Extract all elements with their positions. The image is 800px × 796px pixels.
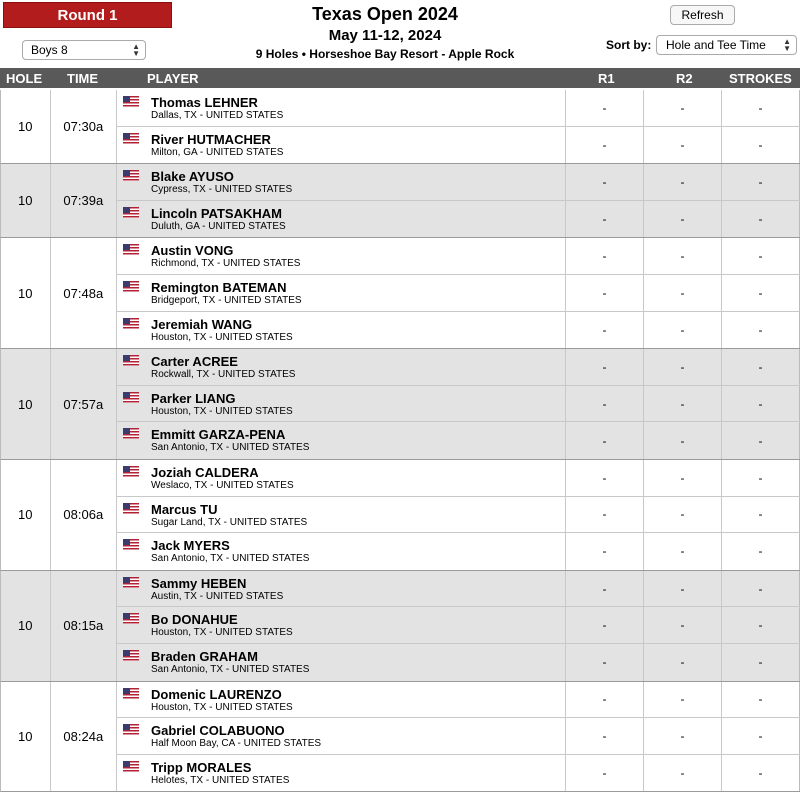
event-dates: May 11-12, 2024 (328, 27, 442, 44)
score-strokes: - (722, 127, 800, 164)
us-flag-icon (123, 170, 139, 181)
select-arrows-icon: ▲ ▼ (783, 37, 791, 53)
player-name[interactable]: Jeremiah WANG (151, 316, 253, 332)
score-r2: - (644, 201, 722, 238)
player-name[interactable]: Joziah CALDERA (151, 464, 259, 480)
player-location: San Antonio, TX - UNITED STATES (151, 663, 310, 675)
group-hole: 10 (1, 238, 51, 348)
group-hole: 10 (1, 460, 51, 570)
player-row[interactable] (117, 644, 800, 681)
player-location: Houston, TX - UNITED STATES (151, 627, 293, 639)
score-r1: - (566, 644, 644, 681)
score-r1: - (566, 201, 644, 238)
score-r2: - (644, 386, 722, 422)
player-name[interactable]: Sammy HEBEN (151, 575, 247, 591)
score-r1: - (566, 607, 644, 643)
sort-label: Sort by: (606, 38, 652, 52)
score-strokes: - (722, 755, 800, 792)
score-r2: - (644, 164, 722, 200)
player-row[interactable] (117, 275, 800, 312)
sort-selected-value: Hole and Tee Time (666, 38, 766, 52)
score-r2: - (644, 533, 722, 570)
player-location: Sugar Land, TX - UNITED STATES (151, 516, 308, 528)
score-r2: - (644, 127, 722, 164)
player-cell (117, 386, 566, 422)
score-r1: - (566, 718, 644, 754)
score-r2: - (644, 349, 722, 385)
column-header-strokes: STROKES (729, 71, 792, 86)
score-r1: - (566, 164, 644, 200)
player-name[interactable]: Domenic LAURENZO (151, 686, 282, 702)
us-flag-icon (123, 281, 139, 292)
score-r1: - (566, 386, 644, 422)
player-row[interactable] (117, 238, 800, 275)
player-cell (117, 644, 566, 681)
score-r2: - (644, 607, 722, 643)
player-name[interactable]: Lincoln PATSAKHAM (151, 205, 282, 221)
player-row[interactable] (117, 422, 800, 459)
player-name[interactable]: Carter ACREE (151, 354, 238, 370)
score-r1: - (566, 349, 644, 385)
player-name[interactable]: Gabriel COLABUONO (151, 723, 285, 739)
player-cell (117, 275, 566, 311)
column-header-time: TIME (67, 71, 99, 86)
group-tee-time: 08:06a (51, 460, 117, 570)
score-r1: - (566, 755, 644, 792)
score-r1: - (566, 238, 644, 274)
player-name[interactable]: Braden GRAHAM (151, 648, 258, 664)
score-strokes: - (722, 497, 800, 533)
us-flag-icon (123, 613, 139, 624)
player-name[interactable]: Emmitt GARZA-PENA (151, 427, 286, 443)
tee-time-group (0, 571, 800, 682)
player-row[interactable] (117, 127, 800, 164)
player-location: Cypress, TX - UNITED STATES (151, 184, 293, 196)
player-cell (117, 571, 566, 607)
player-cell (117, 164, 566, 200)
score-r1: - (566, 422, 644, 459)
us-flag-icon (123, 318, 139, 329)
group-hole: 10 (1, 682, 51, 792)
player-location: Weslaco, TX - UNITED STATES (151, 479, 294, 491)
score-strokes: - (722, 682, 800, 718)
player-cell (117, 90, 566, 126)
player-row[interactable] (117, 571, 800, 608)
player-location: Bridgeport, TX - UNITED STATES (151, 294, 302, 306)
score-strokes: - (722, 201, 800, 238)
player-location: Rockwall, TX - UNITED STATES (151, 369, 296, 381)
tee-time-group (0, 682, 800, 793)
player-name[interactable]: Bo DONAHUE (151, 612, 238, 628)
player-location: San Antonio, TX - UNITED STATES (151, 442, 310, 454)
column-header-hole: HOLE (6, 71, 43, 86)
group-hole: 10 (1, 90, 51, 163)
score-r2: - (644, 238, 722, 274)
score-strokes: - (722, 164, 800, 200)
player-location: Austin, TX - UNITED STATES (151, 590, 284, 602)
score-r1: - (566, 533, 644, 570)
player-location: Helotes, TX - UNITED STATES (151, 774, 290, 786)
group-tee-time: 07:48a (51, 238, 117, 348)
player-row[interactable] (117, 460, 800, 497)
player-cell (117, 497, 566, 533)
player-row[interactable] (117, 607, 800, 644)
group-tee-time: 08:15a (51, 571, 117, 681)
player-location: Houston, TX - UNITED STATES (151, 331, 293, 343)
player-location: Richmond, TX - UNITED STATES (151, 258, 301, 270)
us-flag-icon (123, 355, 139, 366)
player-cell (117, 312, 566, 349)
column-header-r1: R1 (598, 71, 615, 86)
score-r1: - (566, 275, 644, 311)
tee-time-table (0, 90, 800, 792)
score-r2: - (644, 422, 722, 459)
us-flag-icon (123, 724, 139, 735)
player-cell (117, 201, 566, 238)
score-r2: - (644, 312, 722, 349)
score-strokes: - (722, 90, 800, 126)
score-r2: - (644, 718, 722, 754)
tee-time-group (0, 90, 800, 164)
us-flag-icon (123, 466, 139, 477)
score-r2: - (644, 460, 722, 496)
score-r1: - (566, 312, 644, 349)
player-cell (117, 349, 566, 385)
score-r1: - (566, 90, 644, 126)
score-r2: - (644, 571, 722, 607)
player-row[interactable] (117, 718, 800, 755)
us-flag-icon (123, 688, 139, 699)
score-r2: - (644, 90, 722, 126)
column-header-r2: R2 (676, 71, 693, 86)
player-cell (117, 755, 566, 792)
player-name[interactable]: Remington BATEMAN (151, 279, 287, 295)
score-strokes: - (722, 238, 800, 274)
player-location: Half Moon Bay, CA - UNITED STATES (151, 738, 322, 750)
score-strokes: - (722, 275, 800, 311)
player-location: Houston, TX - UNITED STATES (151, 701, 293, 713)
score-strokes: - (722, 718, 800, 754)
round-tab[interactable]: Round 1 (3, 2, 172, 28)
player-name[interactable]: Blake AYUSO (151, 169, 234, 185)
score-strokes: - (722, 422, 800, 459)
player-cell (117, 460, 566, 496)
player-row[interactable] (117, 533, 800, 570)
score-strokes: - (722, 386, 800, 422)
group-hole: 10 (1, 349, 51, 459)
score-strokes: - (722, 349, 800, 385)
group-hole: 10 (1, 164, 51, 237)
us-flag-icon (123, 244, 139, 255)
player-name[interactable]: River HUTMACHER (151, 131, 271, 147)
player-cell (117, 127, 566, 164)
score-r1: - (566, 682, 644, 718)
score-r2: - (644, 682, 722, 718)
player-row[interactable] (117, 201, 800, 238)
score-strokes: - (722, 312, 800, 349)
player-location: San Antonio, TX - UNITED STATES (151, 553, 310, 565)
refresh-button[interactable]: Refresh (670, 5, 735, 25)
group-tee-time: 07:39a (51, 164, 117, 237)
player-row[interactable] (117, 164, 800, 201)
tee-time-group (0, 238, 800, 349)
player-name[interactable]: Austin VONG (151, 243, 234, 259)
score-r1: - (566, 460, 644, 496)
tee-time-group (0, 164, 800, 238)
score-strokes: - (722, 571, 800, 607)
player-row[interactable] (117, 386, 800, 423)
score-strokes: - (722, 533, 800, 570)
division-selected-value: Boys 8 (31, 43, 68, 57)
score-r2: - (644, 497, 722, 533)
player-name[interactable]: Parker LIANG (151, 390, 236, 406)
us-flag-icon (123, 577, 139, 588)
player-cell (117, 238, 566, 274)
score-r2: - (644, 644, 722, 681)
player-row[interactable] (117, 497, 800, 534)
player-name[interactable]: Thomas LEHNER (151, 95, 258, 110)
us-flag-icon (123, 428, 139, 439)
score-r1: - (566, 497, 644, 533)
player-location: Milton, GA - UNITED STATES (151, 146, 284, 158)
tee-time-group (0, 460, 800, 571)
score-r1: - (566, 571, 644, 607)
score-r2: - (644, 275, 722, 311)
player-cell (117, 718, 566, 754)
player-row[interactable] (117, 90, 800, 127)
player-location: Duluth, GA - UNITED STATES (151, 220, 286, 232)
score-strokes: - (722, 607, 800, 643)
player-row[interactable] (117, 349, 800, 386)
player-row[interactable] (117, 312, 800, 349)
division-select[interactable] (22, 40, 146, 60)
column-header-player: PLAYER (147, 71, 199, 86)
player-location: Dallas, TX - UNITED STATES (151, 110, 284, 121)
player-cell (117, 682, 566, 718)
player-name[interactable]: Marcus TU (151, 501, 218, 517)
score-r1: - (566, 127, 644, 164)
sort-select[interactable] (656, 35, 797, 55)
us-flag-icon (123, 503, 139, 514)
table-header (0, 68, 800, 88)
group-tee-time: 08:24a (51, 682, 117, 792)
player-location: Houston, TX - UNITED STATES (151, 405, 293, 417)
group-hole: 10 (1, 571, 51, 681)
us-flag-icon (123, 650, 139, 661)
us-flag-icon (123, 133, 139, 144)
us-flag-icon (123, 96, 139, 107)
player-cell (117, 422, 566, 459)
score-r2: - (644, 755, 722, 792)
us-flag-icon (123, 539, 139, 550)
event-title: Texas Open 2024 (312, 4, 458, 24)
event-info (200, 3, 570, 62)
group-tee-time: 07:57a (51, 349, 117, 459)
player-row[interactable] (117, 682, 800, 719)
event-course: 9 Holes • Horseshoe Bay Resort - Apple Rock (255, 47, 515, 61)
select-arrows-icon: ▲ ▼ (132, 42, 140, 58)
page-header (0, 0, 800, 68)
us-flag-icon (123, 207, 139, 218)
player-cell (117, 607, 566, 643)
score-strokes: - (722, 644, 800, 681)
player-cell (117, 533, 566, 570)
score-strokes: - (722, 460, 800, 496)
player-row[interactable] (117, 755, 800, 792)
player-name[interactable]: Tripp MORALES (151, 759, 252, 775)
tee-time-group (0, 349, 800, 460)
us-flag-icon (123, 761, 139, 772)
us-flag-icon (123, 392, 139, 403)
group-tee-time: 07:30a (51, 90, 117, 163)
player-name[interactable]: Jack MYERS (151, 538, 230, 554)
